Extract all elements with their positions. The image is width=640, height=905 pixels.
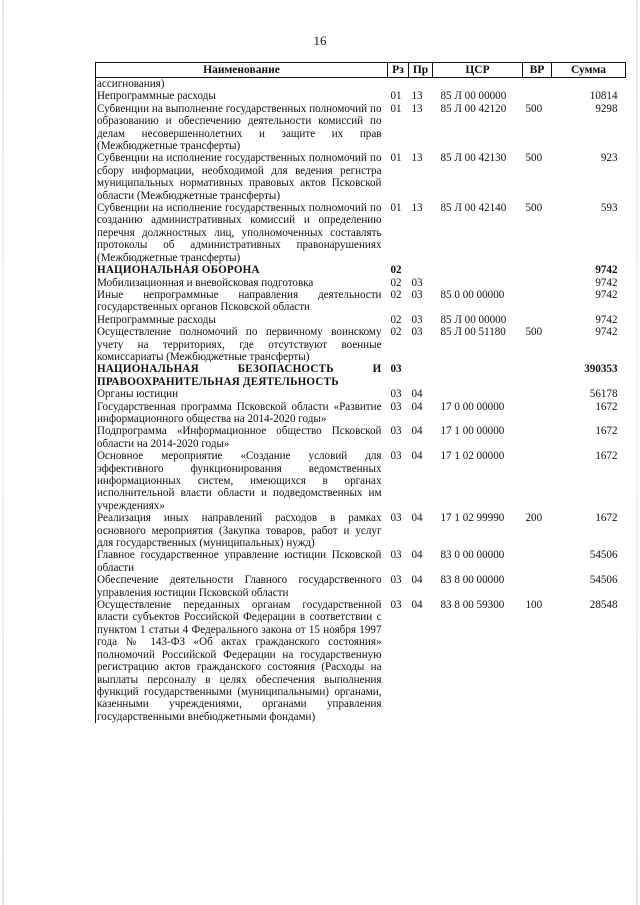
budget-table: [95, 62, 626, 723]
cell-vr: [523, 90, 552, 102]
table-row: [96, 78, 626, 91]
cell-vr: [523, 574, 552, 599]
cell-pr: 13: [411, 152, 423, 165]
cell-vr: [523, 264, 552, 276]
cell-vr: [523, 425, 552, 450]
cell-csr: 17 0 00 00000: [440, 400, 505, 413]
scan-edge-left: [2, 0, 4, 905]
cell-csr: 83 8 00 00000: [440, 574, 505, 587]
header-rz: Рз: [388, 63, 409, 78]
cell-name: Субвенции на выполнение государственных полномочий по образованию и обеспечению деятельности комиссий по делам несовершеннолетних и защите их прав (Межбюджетные трансферты): [96, 103, 388, 153]
table-row: [96, 450, 626, 512]
cell-sum: 1672: [595, 450, 618, 463]
cell-pr: 03: [411, 313, 423, 326]
cell-sum: 1672: [595, 400, 618, 413]
table-body: [96, 78, 626, 724]
cell-sum: 9742: [595, 276, 618, 289]
cell-rz: 03: [390, 425, 402, 438]
table-row: [96, 512, 626, 549]
cell-pr: 04: [411, 512, 423, 525]
header-pr: Пр: [409, 63, 433, 78]
cell-name: Непрограммные расходы: [96, 314, 388, 326]
table-section-row: [96, 264, 626, 276]
cell-vr: 200: [525, 512, 543, 525]
cell-vr: [523, 314, 552, 326]
header-name: Наименование: [96, 63, 388, 78]
cell-vr: [523, 289, 552, 314]
cell-pr: 04: [411, 400, 423, 413]
cell-csr: 85 0 00 00000: [440, 288, 505, 301]
cell-rz: 02: [390, 288, 402, 301]
cell-sum: 54506: [589, 574, 618, 587]
table-header-row: [96, 63, 626, 78]
cell-pr: 13: [411, 102, 423, 115]
cell-rz: [388, 78, 409, 91]
cell-rz: 01: [390, 202, 402, 215]
cell-rz: 03: [390, 574, 402, 587]
page-number: 16: [313, 33, 327, 48]
cell-sum: 1672: [595, 512, 618, 525]
cell-sum: 923: [600, 152, 618, 165]
table-row: [96, 202, 626, 264]
cell-name: НАЦИОНАЛЬНАЯ ОБОРОНА: [96, 264, 388, 276]
cell-sum: 10814: [589, 90, 618, 103]
cell-rz: 03: [390, 388, 402, 401]
table-row: [96, 599, 626, 723]
table-row: [96, 326, 626, 363]
cell-vr: [523, 388, 552, 400]
cell-csr: [433, 363, 523, 388]
cell-name: Осуществление переданных органам государственной власти субъектов Российской Федерации в соответствии с пунктом 1 статьи 4 Федерального закона от 15 ноября 1997 года № 143-ФЗ «Об актах гражданского состояния» полномочий Российской Федерации на государственную регистрацию актов гражданского состояния (Расходы на выплаты персоналу в целях обеспечения выполнения функций государственными (муниципальными) органами, казенными учреждениями, органами управления государственными внебюджетными фондами): [96, 599, 388, 723]
cell-sum: 390353: [584, 363, 618, 376]
cell-rz: 03: [390, 450, 402, 463]
cell-name: Главное государственное управление юстиции Псковской области: [96, 549, 388, 574]
cell-name: Субвенции на исполнение государственных полномочий по созданию административных комиссий и определению перечня должностных лиц, уполномоченных составлять протоколы об административных правонарушениях (Межбюджетные трансферты): [96, 202, 388, 264]
cell-name: Подпрограмма «Информационное общество Псковской области на 2014-2020 годы»: [96, 425, 388, 450]
table-row: [96, 425, 626, 450]
cell-csr: 85 Л 00 42130: [440, 152, 507, 165]
header-csr: ЦСР: [433, 63, 523, 78]
cell-rz: 02: [390, 326, 402, 339]
cell-vr: 500: [525, 152, 543, 165]
cell-pr: 04: [411, 599, 423, 612]
cell-csr: 85 Л 00 42120: [440, 102, 507, 115]
table-row: [96, 277, 626, 289]
cell-name: Государственная программа Псковской области «Развитие информационного общества на 2014-2020 годы»: [96, 401, 388, 426]
table-row: [96, 574, 626, 599]
cell-csr: [433, 388, 523, 400]
cell-pr: 13: [411, 90, 423, 103]
cell-sum: 9742: [595, 326, 618, 339]
cell-rz: 01: [390, 152, 402, 165]
cell-sum: 593: [600, 202, 618, 215]
table-row: [96, 314, 626, 326]
table-section-row: [96, 363, 626, 388]
cell-rz: 01: [390, 102, 402, 115]
cell-vr: 500: [525, 202, 543, 215]
table-row: [96, 103, 626, 153]
table-row: [96, 289, 626, 314]
cell-vr: 500: [525, 102, 543, 115]
cell-vr: [523, 363, 552, 388]
cell-name: Обеспечение деятельности Главного государственного управления юстиции Псковской области: [96, 574, 388, 599]
cell-pr: 03: [411, 276, 423, 289]
cell-name: Реализация иных направлений расходов в рамках основного мероприятия (Закупка товаров, работ и услуг для государственных (муниципальных) нужд): [96, 512, 388, 549]
cell-pr: 03: [411, 326, 423, 339]
cell-rz: 02: [390, 264, 402, 277]
header-vr: ВР: [523, 63, 552, 78]
cell-vr: [523, 549, 552, 574]
cell-pr: 03: [411, 288, 423, 301]
cell-rz: 03: [390, 400, 402, 413]
cell-sum: 56178: [589, 388, 618, 401]
cell-pr: 04: [411, 388, 423, 401]
cell-csr: 17 1 02 99990: [440, 512, 505, 525]
cell-pr: 13: [411, 202, 423, 215]
cell-pr: 04: [411, 549, 423, 562]
cell-pr: 04: [411, 574, 423, 587]
table-row: [96, 152, 626, 202]
cell-name: НАЦИОНАЛЬНАЯ БЕЗОПАСНОСТЬ И ПРАВООХРАНИТЕЛЬНАЯ ДЕЯТЕЛЬНОСТЬ: [96, 363, 388, 388]
cell-csr: 17 1 00 00000: [440, 425, 505, 438]
cell-vr: [523, 450, 552, 512]
cell-name: Субвенции на исполнение государственных полномочий по сбору информации, необходимой для ведения регистра муниципальных нормативных правовых актов Псковской области (Межбюджетные трансферты): [96, 152, 388, 202]
cell-vr: [523, 78, 552, 91]
table-row: [96, 388, 626, 400]
cell-sum: 9742: [595, 264, 618, 277]
cell-name: Иные непрограммные направления деятельности государственных органов Псковской области: [96, 289, 388, 314]
cell-csr: 85 Л 00 42140: [440, 202, 507, 215]
cell-csr: 17 1 02 00000: [440, 450, 505, 463]
cell-sum: 54506: [589, 549, 618, 562]
table-row: [96, 401, 626, 426]
cell-csr: 85 Л 00 51180: [440, 326, 506, 339]
cell-name: Мобилизационная и вневойсковая подготовка: [96, 277, 388, 289]
table-row: [96, 90, 626, 102]
cell-csr: [433, 78, 523, 91]
cell-vr: [523, 401, 552, 426]
cell-name: Основное мероприятие «Создание условий для эффективного функционирования ведомственных информационных систем, имеющихся в органах исполнительной власти области и подведомственных им учреждениях»: [96, 450, 388, 512]
cell-csr: 83 0 00 00000: [440, 549, 505, 562]
cell-sum: 1672: [595, 425, 618, 438]
cell-rz: 03: [390, 599, 402, 612]
cell-csr: 83 8 00 59300: [440, 599, 505, 612]
cell-pr: [409, 78, 433, 91]
header-sum: Сумма: [552, 63, 626, 78]
cell-sum: [552, 78, 626, 91]
cell-rz: 03: [390, 512, 402, 525]
cell-vr: 500: [525, 326, 543, 339]
cell-name: Осуществление полномочий по первичному воинскому учету на территориях, где отсутствуют военные комиссариаты (Межбюджетные трансферты): [96, 326, 388, 363]
cell-pr: [409, 264, 433, 276]
cell-pr: 04: [411, 450, 423, 463]
cell-csr: 85 Л 00 00000: [440, 90, 507, 103]
table-row: [96, 549, 626, 574]
cell-name: Органы юстиции: [96, 388, 388, 400]
cell-pr: [409, 363, 433, 388]
cell-rz: 03: [390, 549, 402, 562]
cell-sum: 28548: [589, 599, 618, 612]
cell-rz: 03: [390, 363, 402, 376]
cell-rz: 01: [390, 90, 402, 103]
cell-rz: 02: [390, 276, 402, 289]
cell-vr: [523, 277, 552, 289]
cell-csr: [433, 264, 523, 276]
cell-name: Непрограммные расходы: [96, 90, 388, 102]
cell-rz: 02: [390, 313, 402, 326]
cell-csr: 85 Л 00 00000: [440, 313, 507, 326]
cell-csr: [433, 277, 523, 289]
cell-sum: 9742: [595, 313, 618, 326]
cell-name: ассигнования): [96, 78, 388, 91]
cell-sum: 9742: [595, 288, 618, 301]
cell-sum: 9298: [595, 102, 618, 115]
scan-edge-right: [636, 0, 638, 905]
cell-pr: 04: [411, 425, 423, 438]
cell-vr: 100: [525, 599, 543, 612]
